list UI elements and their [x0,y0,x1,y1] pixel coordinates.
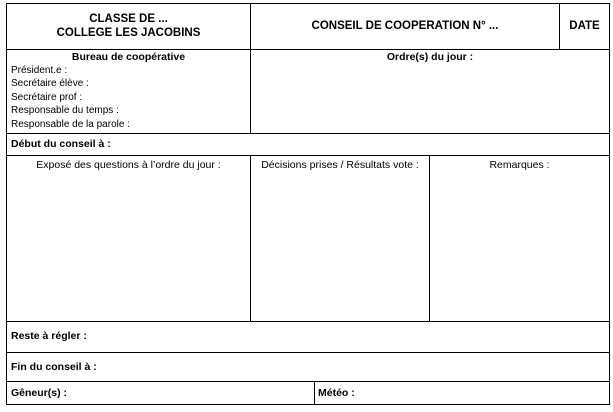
class-line: CLASSE DE ... [89,13,168,25]
remarks-heading: Remarques : [489,159,550,171]
row-divider-header [6,49,610,50]
school-name: COLLEGE LES JACOBINS [56,27,201,39]
row-divider-start [6,155,610,156]
role-president: Président.e : [11,65,68,76]
role-timekeeper: Responsable du temps : [11,105,119,117]
border-top [6,3,610,4]
row-divider-remaining [6,352,610,353]
troublemakers-label: Gêneur(s) : [11,387,68,399]
bureau-roles [11,64,247,131]
council-title: CONSEIL DE COOPERATION N° ... [311,20,499,32]
class-cell [7,12,250,40]
row-divider-columns [6,321,610,322]
row-divider-bureau [6,133,610,134]
start-label: Début du conseil à : [11,138,111,150]
row-divider-end [6,381,610,382]
end-label: Fin du conseil à : [11,361,97,373]
bureau-title: Bureau de coopérative [71,51,186,63]
role-speaking-manager: Responsable de la parole : [11,118,130,130]
role-student-secretary: Secrétaire élève : [11,78,89,90]
col-divider-footer [314,381,315,405]
col-divider-questions [250,155,251,322]
weather-label: Météo : [318,387,355,399]
questions-heading: Exposé des questions à l’ordre du jour : [36,159,221,171]
border-bottom [6,404,610,405]
agenda-title: Ordre(s) du jour : [386,51,474,63]
remaining-label: Reste à régler : [11,330,87,342]
role-teacher-secretary: Secrétaire prof : [11,91,83,103]
col-divider-decisions [429,155,430,322]
date-label: DATE [569,20,600,32]
border-right [609,3,610,405]
council-form [6,3,610,405]
decisions-heading: Décisions prises / Résultats vote : [261,159,419,171]
